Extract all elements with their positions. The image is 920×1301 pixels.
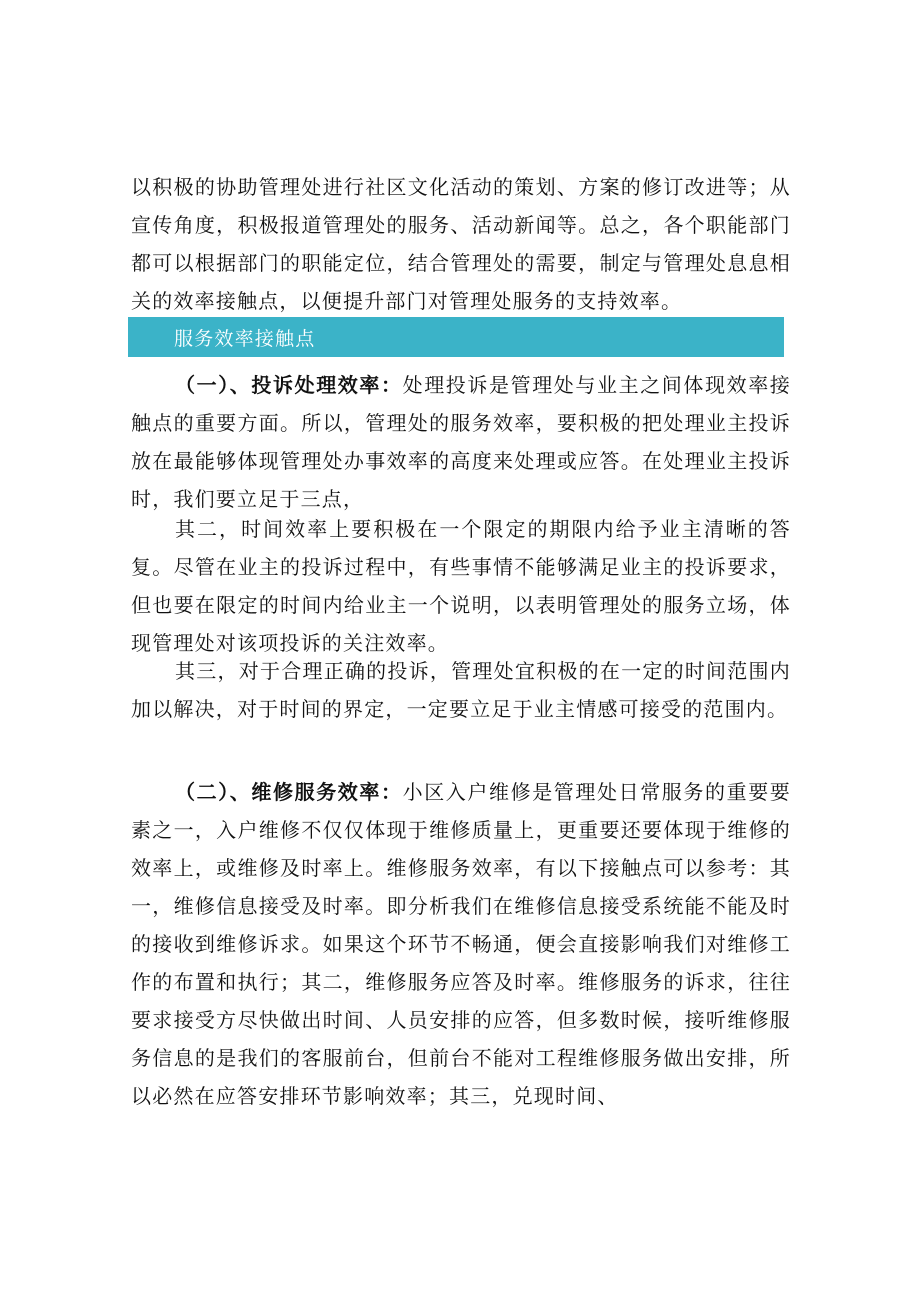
maintenance-paragraph-block (131, 773, 791, 1115)
intro-paragraph: 以积极的协助管理处进行社区文化活动的策划、方案的修订改进等；从宣传角度，积极报道管理处的服务、活动新闻等。总之，各个职能部门都可以根据部门的职能定位，结合管理处的需要，制定与管理处息息相关的效率接触点，以便提升部门对管理处服务的支持效率。 (131, 175, 791, 313)
point-three-paragraph: 其三，对于合理正确的投诉，管理处宜积极的在一定的时间范围内加以解决，对于时间的界定，一定要立足于业主情感可接受的范围内。 (131, 659, 791, 721)
maintenance-body: 小区入户维修是管理处日常服务的重要要素之一，入户维修不仅仅体现于维修质量上，更重要还要体现于维修的效率上，或维修及时率上。维修服务效率，有以下接触点可以参考：其一，维修信息接受及时率。即分析我们在维修信息接受系统能不能及时的接收到维修诉求。如果这个环节不畅通，便会直接影响我们对维修工作的布置和执行；其二，维修服务应答及时率。维修服务的诉求，往往要求接受方尽快做出时间、人员安排的应答，但多数时候，接听维修服务信息的是我们的客服前台，但前台不能对工程维修服务做出安排，所以必然在应答安排环节影响效率；其三，兑现时间、 (131, 780, 792, 1108)
point-two-block (131, 510, 791, 662)
intro-paragraph-block (131, 168, 791, 320)
maintenance-title: （二）、维修服务效率： (175, 780, 403, 804)
maintenance-paragraph (131, 773, 791, 1115)
point-three-block (131, 652, 791, 728)
complaint-paragraph (131, 366, 791, 518)
section-heading-bar (128, 317, 784, 357)
complaint-paragraph-block (131, 366, 791, 518)
point-two-paragraph: 其二，时间效率上要积极在一个限定的期限内给予业主清晰的答复。尽管在业主的投诉过程中，有些事情不能够满足业主的投诉要求，但也要在限定的时间内给业主一个说明，以表明管理处的服务立场，体现管理处对该项投诉的关注效率。 (131, 517, 791, 655)
section-heading: 服务效率接触点 (174, 327, 316, 350)
complaint-body: 处理投诉是管理处与业主之间体现效率接触点的重要方面。所以，管理处的服务效率，要积极的把处理业主投诉放在最能够体现管理处办事效率的高度来处理或应答。在处理业主投诉时，我们要立足于三点， (131, 373, 792, 511)
complaint-title: （一）、投诉处理效率： (175, 373, 403, 397)
